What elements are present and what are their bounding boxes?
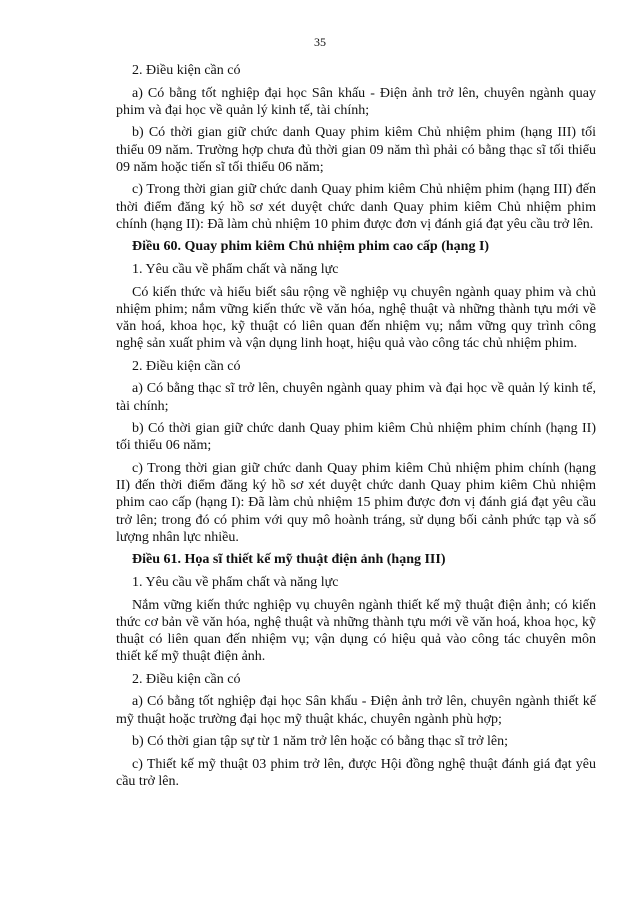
paragraph: a) Có bằng tốt nghiệp đại học Sân khấu - Điện ảnh trở lên, chuyên ngành quay phim và đại học về quản lý kinh tế, tài chính; xyxy=(116,85,596,118)
paragraph: 2. Điều kiện cần có xyxy=(132,63,241,78)
paragraph: c) Thiết kế mỹ thuật 03 phim trở lên, được Hội đồng nghệ thuật đánh giá đạt yêu cầu trở lên. xyxy=(116,756,596,789)
paragraph: b) Có thời gian giữ chức danh Quay phim kiêm Chủ nhiệm phim chính (hạng II) tối thiểu 06 năm; xyxy=(116,421,596,454)
paragraph: a) Có bằng tốt nghiệp đại học Sân khấu - Điện ảnh trở lên, chuyên ngành thiết kế mỹ thuật hoặc trường đại học mỹ thuật khác, chuyên ngành phù hợp; xyxy=(116,694,596,727)
paragraph: c) Trong thời gian giữ chức danh Quay phim kiêm Chủ nhiệm phim (hạng III) đến thời điểm đăng ký hồ sơ xét duyệt chức danh Quay phim kiêm Chủ nhiệm phim chính (hạng II): Đã làm chủ nhiệm 10 phim được đơn vị đánh giá đạt yêu cầu trở lên. xyxy=(116,182,596,232)
paragraph: a) Có bằng thạc sĩ trở lên, chuyên ngành quay phim và đại học về quản lý kinh tế, tài chính; xyxy=(116,381,596,414)
page-number: 35 xyxy=(314,35,326,49)
paragraph: 1. Yêu cầu về phẩm chất và năng lực xyxy=(132,574,339,590)
article-heading: Điều 61. Họa sĩ thiết kế mỹ thuật điện ảnh (hạng III) xyxy=(132,552,446,568)
document-body xyxy=(116,62,596,796)
article-heading: Điều 60. Quay phim kiêm Chủ nhiệm phim cao cấp (hạng I) xyxy=(132,239,490,255)
paragraph: Có kiến thức và hiểu biết sâu rộng về nghiệp vụ chuyên ngành quay phim và chủ nhiệm phim; nắm vững kiến thức về văn hóa, nghệ thuật và những thành tựu mới về văn hoá, khoa học, kỹ thuật có liên quan đến nhiệm vụ; nắm vững quy trình công nghệ sản xuất phim và vận dụng linh hoạt, hiệu quả vào công tác chủ nhiệm phim. xyxy=(116,284,596,352)
paragraph: 2. Điều kiện cần có xyxy=(132,358,241,374)
paragraph: 1. Yêu cầu về phẩm chất và năng lực xyxy=(132,261,339,277)
paragraph: 2. Điều kiện cần có xyxy=(132,671,241,687)
paragraph: c) Trong thời gian giữ chức danh Quay phim kiêm Chủ nhiệm phim chính (hạng II) đến thời điểm đăng ký hồ sơ xét duyệt chức danh Quay phim kiêm Chủ nhiệm phim cao cấp (hạng I): Đã làm chủ nhiệm 15 phim được đơn vị đánh giá đạt yêu cầu trở lên; trong đó có phim với quy mô hoành tráng, sử dụng bối cảnh phức tạp và số lượng nhân lực nhiều. xyxy=(116,460,596,545)
paragraph: b) Có thời gian tập sự từ 1 năm trở lên hoặc có bằng thạc sĩ trở lên; xyxy=(132,734,509,750)
paragraph: Nắm vững kiến thức nghiệp vụ chuyên ngành thiết kế mỹ thuật điện ảnh; có kiến thức cơ bản về văn hóa, nghệ thuật và những thành tựu mới về văn hoá, khoa học, kỹ thuật có liên quan đến nhiệm vụ; vận dụng có hiệu quả vào công tác chuyên môn thiết kế mỹ thuật điện ảnh. xyxy=(116,597,596,665)
paragraph: b) Có thời gian giữ chức danh Quay phim kiêm Chủ nhiệm phim (hạng III) tối thiểu 09 năm. Trường hợp chưa đủ thời gian 09 năm thì phải có bằng thạc sĩ tối thiểu 09 năm hoặc tiến sĩ tối thiểu 06 năm; xyxy=(116,125,596,175)
